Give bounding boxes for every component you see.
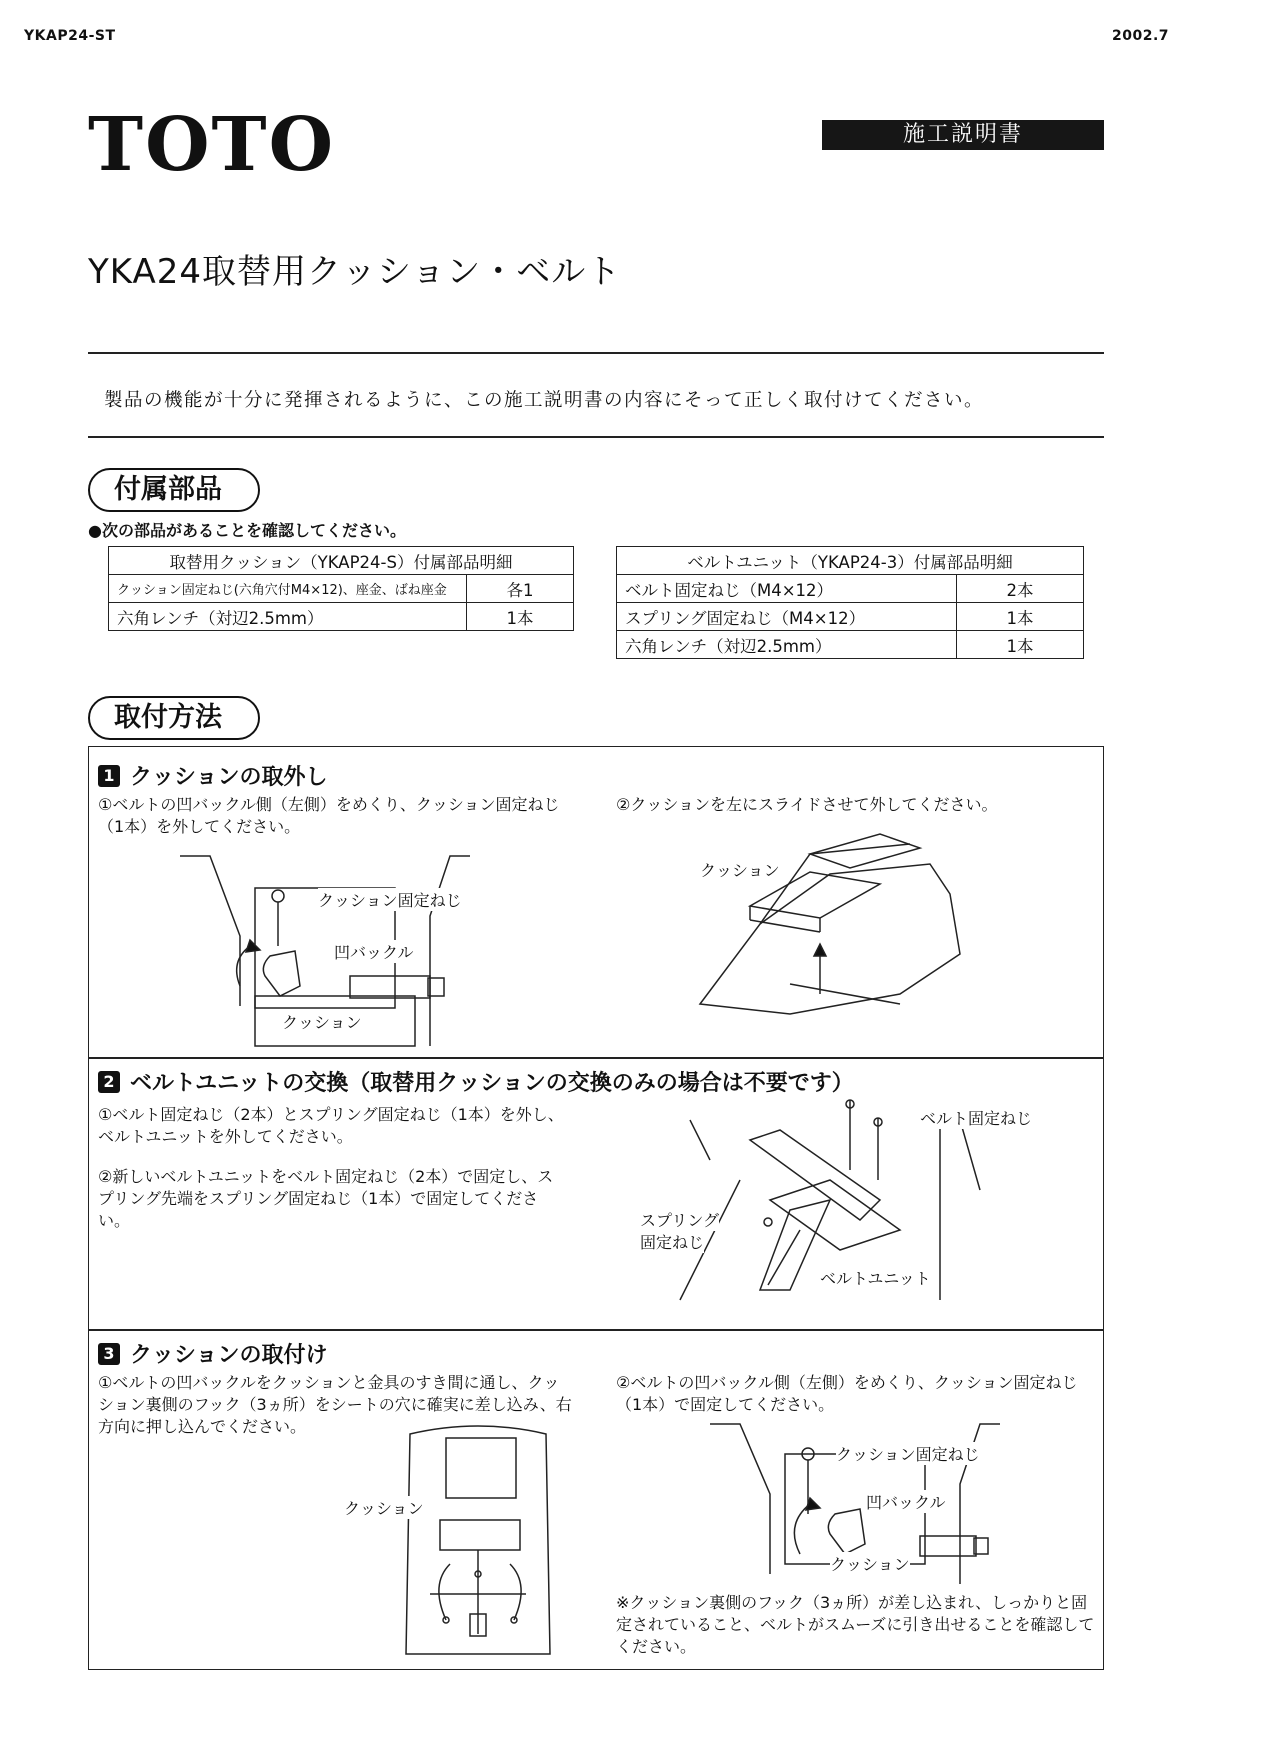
step1-heading: [98, 760, 328, 791]
doc-date: 2002.7: [1112, 28, 1170, 44]
step2-heading: [98, 1066, 854, 1097]
brand-logo: TOTO: [88, 102, 336, 188]
label-cushion-b: クッション: [830, 1552, 910, 1575]
label-cushion-a: クッション: [344, 1496, 424, 1519]
step2-number: 2: [98, 1071, 120, 1093]
parts-heading: 付属部品: [88, 468, 260, 512]
parts-note: ●次の部品があることを確認してください。: [88, 521, 406, 540]
step1-title: クッションの取外し: [130, 765, 328, 790]
table-cell-item: ベルト固定ねじ（M4×12）: [617, 575, 957, 603]
step3-number: 3: [98, 1343, 120, 1365]
label-cushion-2: クッション: [700, 858, 780, 881]
step2-title: ベルトユニットの交換（取替用クッションの交換のみの場合は不要です）: [130, 1071, 854, 1096]
label-belt-unit: ベルトユニット: [820, 1266, 931, 1289]
step3-heading: [98, 1338, 328, 1369]
table-cell-item: 六角レンチ（対辺2.5mm）: [109, 603, 467, 631]
step3-text1: ①ベルトの凹バックルをクッションと金具のすき間に通し、クッション裏側のフック（3ヵ所）をシートの穴に確実に差し込み、右方向に押し込んでください。: [98, 1373, 572, 1436]
divider-top: [88, 352, 1104, 354]
table-cell-qty: 1本: [957, 603, 1084, 631]
label-spring-screw: 固定ねじ: [640, 1230, 704, 1253]
step2-text2: ②新しいベルトユニットをベルト固定ねじ（2本）で固定し、スプリング先端をスプリング固定ねじ（1本）で固定してください。: [98, 1167, 554, 1230]
step1-text1: ①ベルトの凹バックル側（左側）をめくり、クッション固定ねじ（1本）を外してください。: [98, 795, 560, 836]
table-cell-qty: 1本: [467, 603, 574, 631]
step3-note: ※クッション裏側のフック（3ヵ所）が差し込まれ、しっかりと固定されていること、ベルトがスムーズに引き出せることを確認してください。: [616, 1593, 1095, 1656]
table-row: [109, 603, 574, 631]
table-row: [109, 575, 574, 603]
label-cushion: クッション: [282, 1010, 362, 1033]
label-buckle: 凹バックル: [334, 940, 414, 963]
step3-text2: ②ベルトの凹バックル側（左側）をめくり、クッション固定ねじ（1本）で固定してください。: [616, 1373, 1078, 1414]
method-heading: 取付方法: [88, 696, 260, 740]
step2-text1: ①ベルト固定ねじ（2本）とスプリング固定ねじ（1本）を外し、ベルトユニットを外してください。: [98, 1105, 564, 1146]
step3-title: クッションの取付け: [130, 1343, 328, 1368]
step3-left-illustration: [400, 1424, 556, 1660]
step1-text2: ②クッションを左にスライドさせて外してください。: [616, 795, 998, 814]
table-row: [617, 575, 1084, 603]
intro-text: 製品の機能が十分に発揮されるように、この施工説明書の内容にそって正しく取付けてください。: [104, 390, 985, 411]
step1-number: 1: [98, 765, 120, 787]
table-cell-qty: 1本: [957, 631, 1084, 659]
label-cushion-screw-3: クッション固定ねじ: [836, 1442, 980, 1465]
table-cell-item: スプリング固定ねじ（M4×12）: [617, 603, 957, 631]
label-belt-screw: ベルト固定ねじ: [920, 1106, 1032, 1129]
table-row: [617, 631, 1084, 659]
page-title: YKA24取替用クッション・ベルト: [88, 252, 622, 292]
cushion-parts-table: [108, 546, 574, 631]
belt-table-title: ベルトユニット（YKAP24-3）付属部品明細: [617, 547, 1084, 575]
label-spring: スプリング: [640, 1208, 719, 1231]
divider-bottom: [88, 436, 1104, 438]
doc-code: YKAP24-ST: [24, 28, 116, 44]
doc-type-badge: 施工説明書: [822, 120, 1104, 150]
table-row: [617, 603, 1084, 631]
table-cell-item: 六角レンチ（対辺2.5mm）: [617, 631, 957, 659]
cushion-table-title: 取替用クッション（YKAP24-S）付属部品明細: [109, 547, 574, 575]
label-buckle-3: 凹バックル: [866, 1490, 946, 1513]
table-cell-item: クッション固定ねじ(六角穴付M4×12)、座金、ばね座金: [109, 575, 467, 603]
label-cushion-screw: クッション固定ねじ: [318, 888, 462, 911]
table-cell-qty: 各1: [467, 575, 574, 603]
belt-parts-table: [616, 546, 1084, 659]
table-cell-qty: 2本: [957, 575, 1084, 603]
